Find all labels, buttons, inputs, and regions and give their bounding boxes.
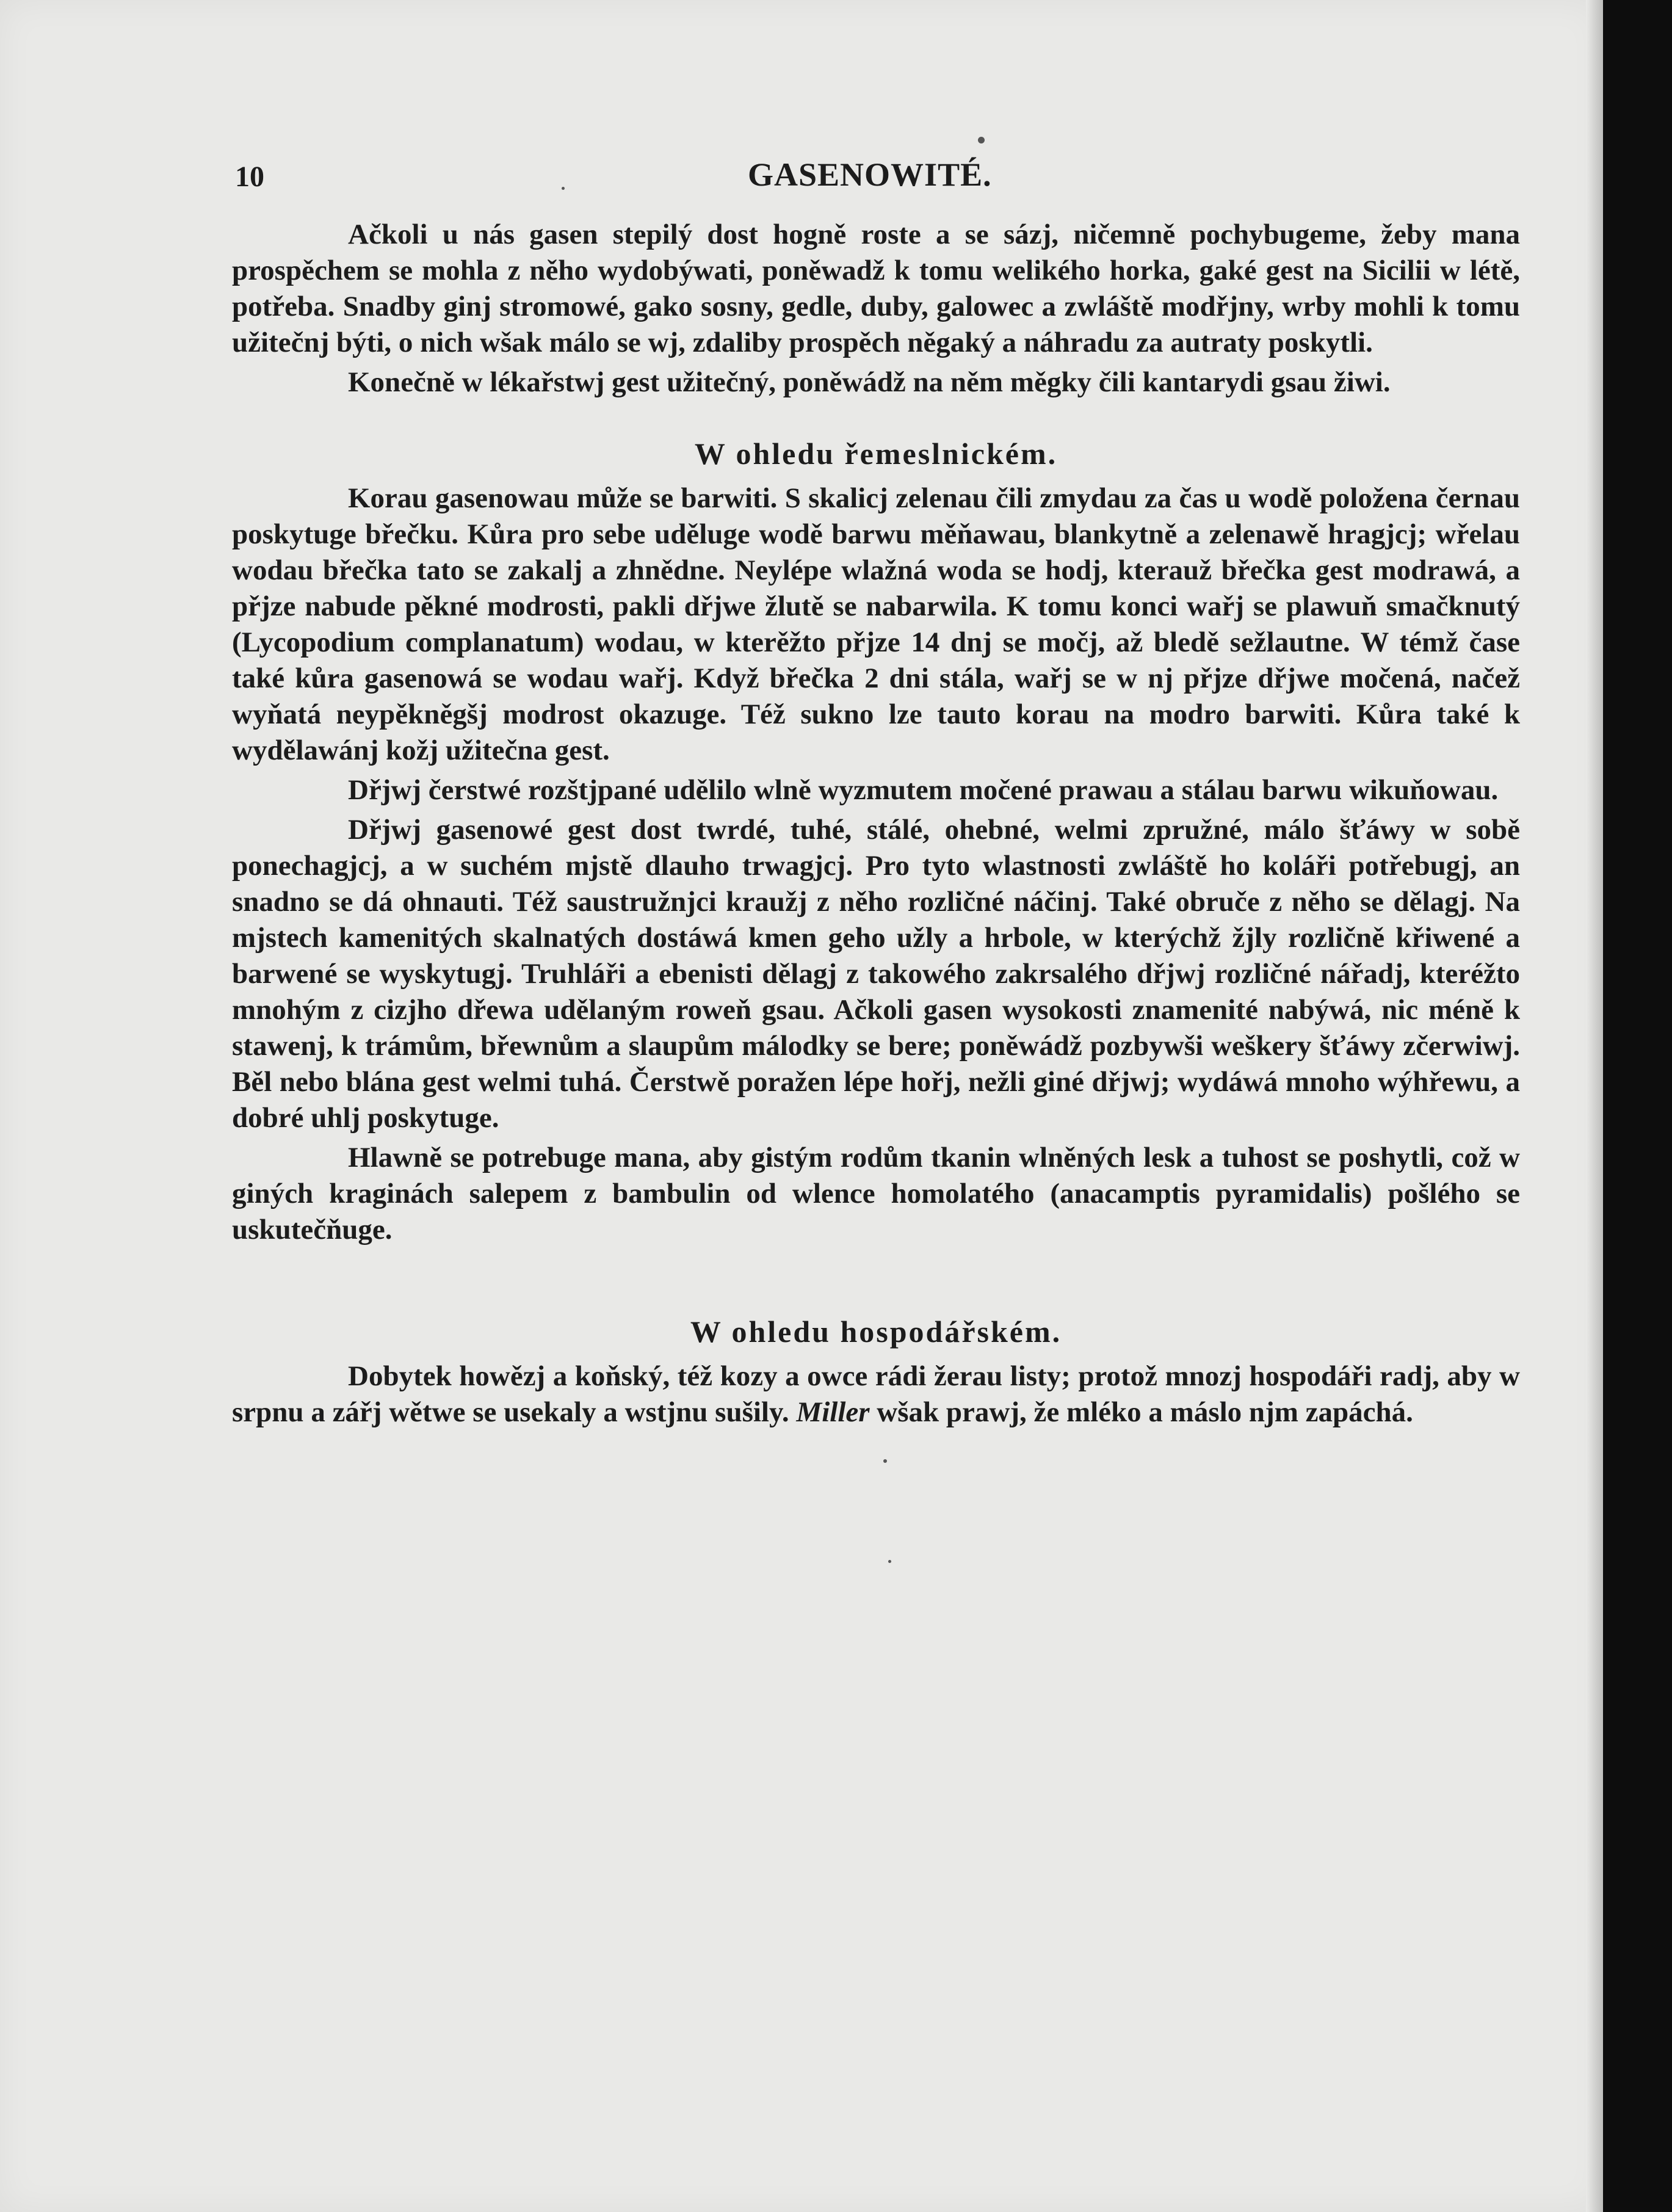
paragraph: Dřjwj čerstwé rozštjpané udělilo wlně wyzmutem močené prawau a stálau barwu wikuňowau. — [348, 774, 1499, 806]
section-heading: W ohledu řemeslnickém. — [694, 437, 1058, 471]
page-number: 10 — [235, 161, 264, 193]
paragraph: Ačkoli u nás gasen stepilý dost hogně roste a se sázj, ničemně pochybugeme, žeby mana prospěchem se mohla z něho wydobýwati, poněwadž k tomu welikého horka, gaké gest na Sicilii w létě, potřeba. Snadby ginj stromowé, gako sosny, gedle, duby, galowec a zwláště modřjny, wrby mohli k tomu užitečnj býti, o nich wšak málo se wj, zdaliby prospěch něgaký a náhradu za autraty poskytli. — [232, 219, 1520, 358]
paragraph-text: Dobytek howězj a koňský, též kozy a owce rádi žerau listy; protož mnozj hospodáři radj, aby w srpnu a zářj wětwe se usekaly a wstjnu sušily. — [232, 1360, 1520, 1428]
scan-speck — [978, 137, 985, 143]
section-heading: W ohledu hospodářském. — [690, 1315, 1062, 1349]
paragraph: Konečně w lékařstwj gest užitečný, poněwádž na něm měgky čili kantarydi gsau žiwi. — [348, 366, 1391, 398]
body-text — [232, 217, 1520, 1434]
scan-speck — [883, 1459, 887, 1463]
author-name: Miller — [796, 1396, 870, 1428]
paragraph: Korau gasenowau může se barwiti. S skalicj zelenau čili zmydau za čas u wodě položena černau poskytuge břečku. Kůra pro sebe uděluge wodě barwu měňawau, blankytně a zelenawě hragjcj; wřelau wodau břečka tato se zakalj a zhnědne. Neylépe wlažná woda se hodj, kterauž břečka gest modrawá, a přjze nabude pěkné modrosti, pakli dřjwe žlutě se nabarwila. K tomu konci wařj se plawuň smačknutý (Lycopodium complanatum) wodau, w kterěžto přjze 14 dnj se močj, až bledě sežlautne. W témž čase také kůra gasenowá se wodau wařj. Když břečka 2 dni stála, wařj se w nj přjze dřjwe močená, načež wyňatá neypěkněgšj modrost okazuge. Též sukno lze tauto korau na modro barwiti. Kůra také k wydělawánj kožj užitečna gest. — [232, 482, 1520, 766]
paragraph: Dřjwj gasenowé gest dost twrdé, tuhé, stálé, ohebné, welmi zpružné, málo šťáwy w sobě ponechagjcj, a w suchém mjstě dlauho trwagjcj. Pro tyto wlastnosti zwláště ho koláři potřebugj, an snadno se dá ohnauti. Též saustružnjci kraužj z něho rozličné náčinj. Také obruče z něho se dělagj. Na mjstech kamenitých skalnatých dostáwá kmen geho užly a hrbole, w kterýchž žjly rozličně křiwené a barwené se wyskytugj. Truhláři a ebenisti dělagj z takowého zakrsalého dřjwj rozličné nářadj, kteréžto mnohým z cizjho dřewa udělaným roweň gsau. Ačkoli gasen wysokosti znamenité nabýwá, nic méně k stawenj, k trámům, břewnům a slaupům málodky se bere; poněwádž pozbywši weškery šťáwy zčerwiwj. Běl nebo blána gest welmi tuhá. Čerstwě poražen lépe hořj, nežli giné dřjwj; wydáwá mnoho wýhřewu, a dobré uhlj poskytuge. — [232, 814, 1520, 1134]
scan-speck — [562, 187, 565, 190]
paragraph-text: wšak prawj, že mléko a máslo njm zapáchá. — [877, 1396, 1413, 1428]
paragraph: Hlawně se potrebuge mana, aby gistým rodům tkanin wlněných lesk a tuhost se poshytli, což w giných kraginách salepem z bambulin od wlence homolatého (anacamptis pyramidalis) pošlého se uskutečňuge. — [232, 1142, 1520, 1246]
page-edge-shadow — [1586, 0, 1603, 2212]
paragraph — [232, 1358, 1520, 1431]
scan-speck — [888, 1560, 891, 1563]
running-head: GASENOWITÉ. — [748, 156, 992, 193]
